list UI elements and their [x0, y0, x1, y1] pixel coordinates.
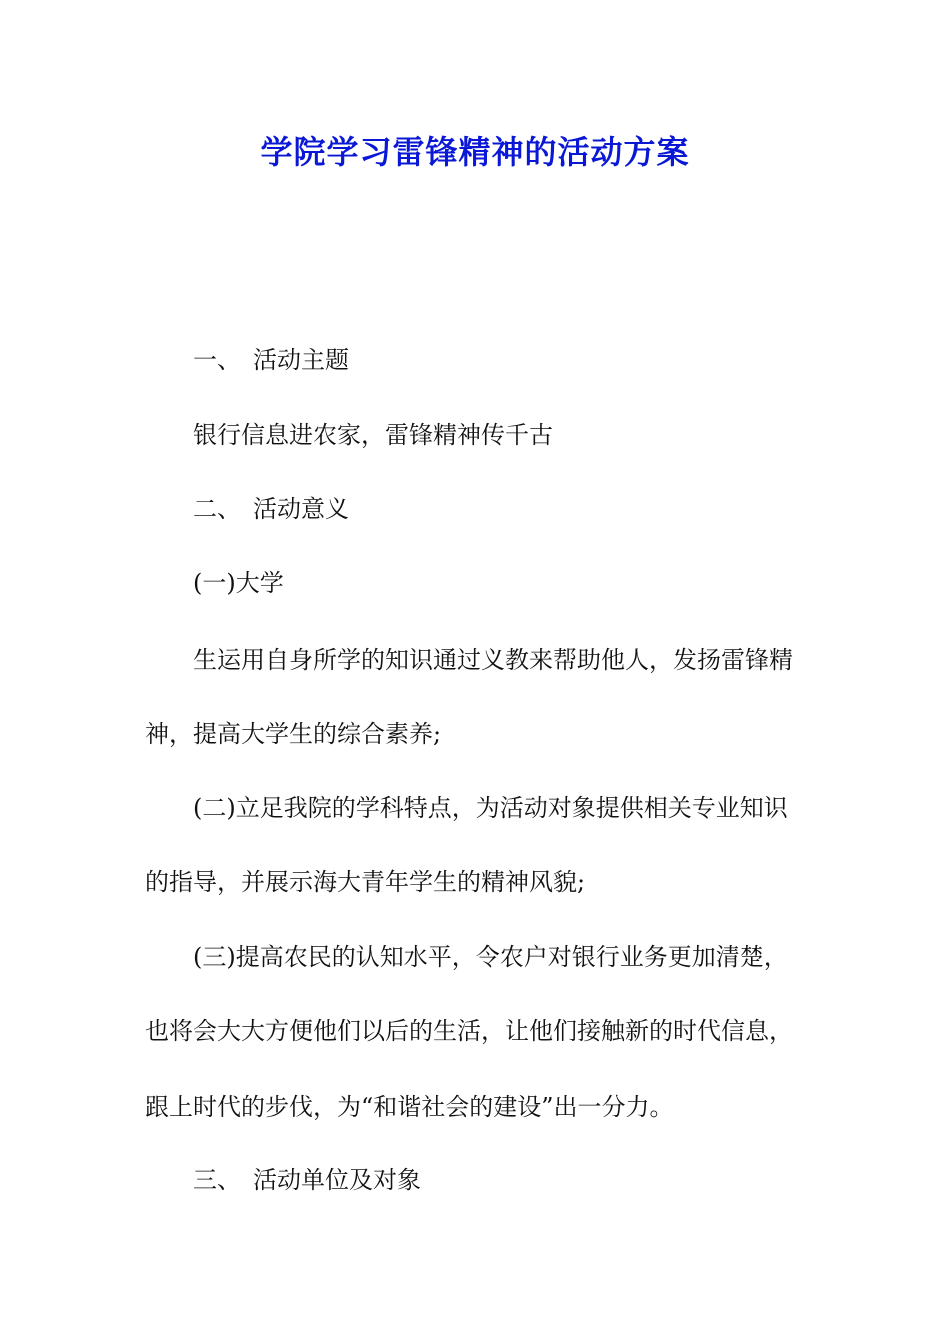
paragraph-line: 的指导，并展示海大青年学生的精神风貌;: [145, 868, 586, 896]
paragraph-line: (三)提高农民的认知水平，令农户对银行业务更加清楚，: [193, 943, 788, 971]
subsection-line: (一)大学: [193, 569, 284, 597]
section-heading-2: [193, 492, 349, 526]
paragraph-line: 银行信息进农家，雷锋精神传千古: [193, 421, 553, 449]
section-number: 三、: [193, 1166, 241, 1194]
section-number: 一、: [193, 346, 241, 374]
paragraph-line: 也将会大大方便他们以后的生活，让他们接触新的时代信息，: [145, 1017, 793, 1045]
section-heading-1: [193, 343, 349, 377]
section-heading-3: [193, 1163, 421, 1197]
paragraph-line: 神，提高大学生的综合素养;: [145, 720, 442, 748]
document-title: 学院学习雷锋精神的活动方案: [260, 133, 690, 171]
paragraph-line: 生运用自身所学的知识通过义教来帮助他人，发扬雷锋精: [193, 646, 793, 674]
section-label: 活动意义: [253, 495, 349, 523]
section-label: 活动单位及对象: [253, 1166, 421, 1194]
section-number: 二、: [193, 495, 241, 523]
paragraph-line: (二)立足我院的学科特点，为活动对象提供相关专业知识: [193, 794, 788, 822]
paragraph-line: 跟上时代的步伐，为“和谐社会的建设”出一分力。: [145, 1093, 674, 1121]
section-label: 活动主题: [253, 346, 349, 374]
